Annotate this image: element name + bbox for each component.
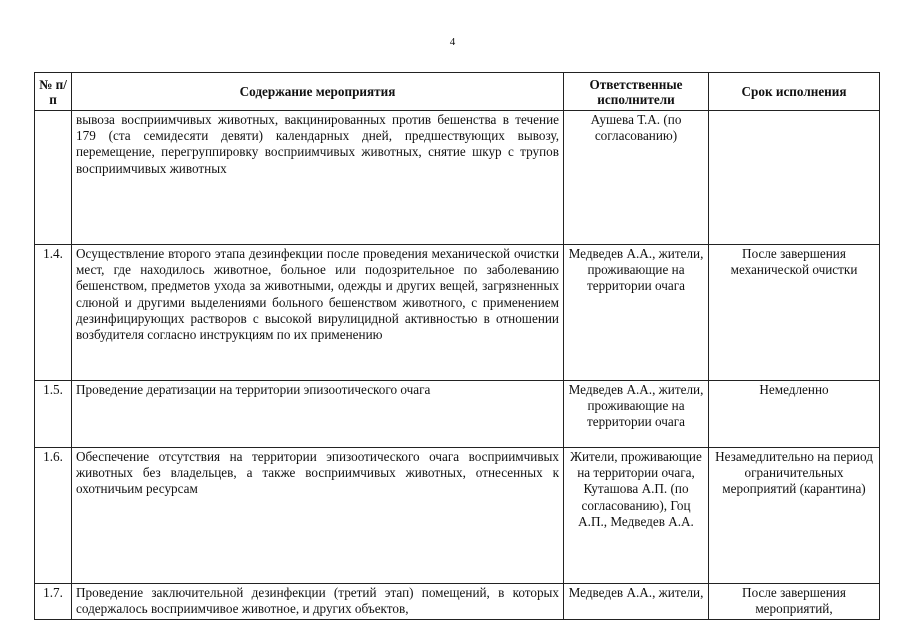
row-number: 1.5. bbox=[35, 381, 72, 448]
row-term: Немедленно bbox=[709, 381, 880, 448]
row-responsible: Медведев А.А., жители, bbox=[564, 584, 709, 620]
row-number: 1.7. bbox=[35, 584, 72, 620]
row-term: После завершения мероприятий, bbox=[709, 584, 880, 620]
header-number: № п/п bbox=[35, 73, 72, 111]
row-content: Осуществление второго этапа дезинфекции после проведения механической очистки мест, где находилось животное, больное или подозрительное по заболеванию бешенством, предметов ухода за животными, одежды и других вещей, загрязненных слюной и другими выделениями больного бешенством животного, с применением дезинфицирующих растворов с высокой вирулицидной активностью в отношении возбудителя согласно инструкциям по их применению bbox=[72, 245, 564, 381]
header-responsible: Ответственные исполнители bbox=[564, 73, 709, 111]
table-row bbox=[35, 111, 880, 245]
table-header-row bbox=[35, 73, 880, 111]
table-row bbox=[35, 448, 880, 584]
row-content: Проведение дератизации на территории эпизоотического очага bbox=[72, 381, 564, 448]
row-content: Обеспечение отсутствия на территории эпизоотического очага восприимчивых животных без владельцев, а также восприимчивых животных, отнесенных к охотничьим ресурсам bbox=[72, 448, 564, 584]
table-row bbox=[35, 381, 880, 448]
row-number: 1.6. bbox=[35, 448, 72, 584]
row-responsible: Медведев А.А., жители, проживающие на территории очага bbox=[564, 381, 709, 448]
table-row bbox=[35, 245, 880, 381]
header-content: Содержание мероприятия bbox=[72, 73, 564, 111]
measures-table bbox=[34, 72, 880, 620]
header-term: Срок исполнения bbox=[709, 73, 880, 111]
row-responsible: Жители, проживающие на территории очага, Куташова А.П. (по согласованию), Гоц А.П., Медведев А.А. bbox=[564, 448, 709, 584]
row-number bbox=[35, 111, 72, 245]
row-content: вывоза восприимчивых животных, вакцинированных против бешенства в течение 179 (ста семидесяти девяти) календарных дней, предшествующих вывозу, перемещение, перегруппировку восприимчивых животных, снятие шкур с трупов восприимчивых животных bbox=[72, 111, 564, 245]
row-number: 1.4. bbox=[35, 245, 72, 381]
page-number: 4 bbox=[449, 36, 456, 48]
row-term: После завершения механической очистки bbox=[709, 245, 880, 381]
table-row bbox=[35, 584, 880, 620]
row-responsible: Медведев А.А., жители, проживающие на территории очага bbox=[564, 245, 709, 381]
row-responsible: Аушева Т.А. (по согласованию) bbox=[564, 111, 709, 245]
row-content: Проведение заключительной дезинфекции (третий этап) помещений, в которых содержалось восприимчивое животное, и других объектов, bbox=[72, 584, 564, 620]
row-term bbox=[709, 111, 880, 245]
row-term: Незамедлительно на период ограничительных мероприятий (карантина) bbox=[709, 448, 880, 584]
